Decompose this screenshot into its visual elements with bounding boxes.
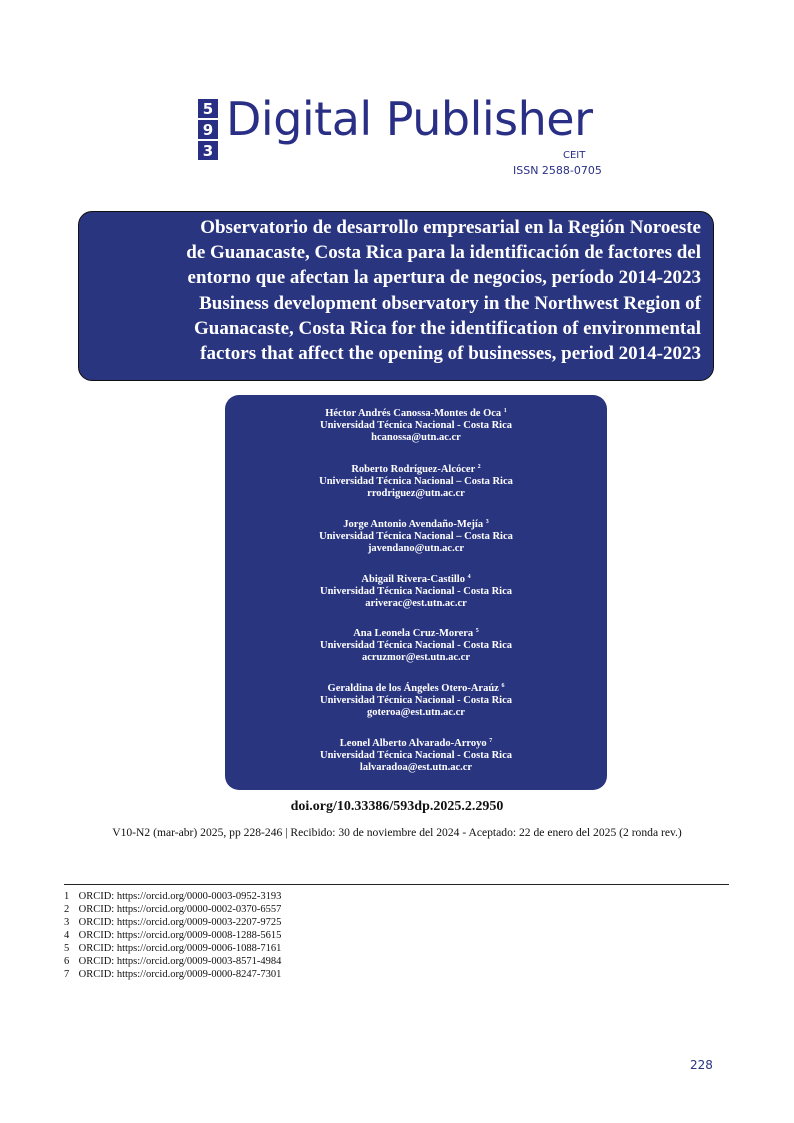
journal-logo-digits bbox=[198, 99, 218, 162]
footnote-text: ORCID: https://orcid.org/0009-0000-8247-7301 bbox=[78, 969, 282, 980]
author-email: hcanossa@utn.ac.cr bbox=[371, 432, 461, 443]
footnote-text: ORCID: https://orcid.org/0000-0003-0952-3193 bbox=[78, 891, 282, 902]
page-number: 228 bbox=[690, 1058, 713, 1072]
footnote bbox=[64, 903, 281, 916]
title-en-line: factors that affect the opening of businesses, period 2014-2023 bbox=[200, 343, 701, 364]
author-name: Ana Leonela Cruz-Morera bbox=[353, 628, 474, 639]
author-affiliation: Universidad Técnica Nacional - Costa Rica bbox=[319, 750, 512, 761]
title-english bbox=[91, 291, 701, 366]
author-affiliation: Universidad Técnica Nacional – Costa Rica bbox=[319, 476, 513, 487]
author-footnote-ref: 2 bbox=[477, 464, 481, 470]
author-name: Abigail Rivera-Castillo bbox=[361, 574, 465, 585]
author-footnote-ref: 7 bbox=[489, 738, 493, 744]
author-footnote-ref: 1 bbox=[503, 408, 507, 414]
footnote bbox=[64, 968, 281, 981]
article-meta: V10-N2 (mar-abr) 2025, pp 228-246 | Recibido: 30 de noviembre del 2024 - Aceptado: 22 de enero del 2025 (2 ronda rev.) bbox=[112, 826, 682, 839]
author-affiliation: Universidad Técnica Nacional - Costa Rica bbox=[319, 640, 512, 651]
title-box bbox=[78, 211, 714, 381]
author-block bbox=[225, 464, 607, 500]
title-es-line: entorno que afectan la apertura de negocios, período 2014-2023 bbox=[187, 267, 701, 288]
journal-name: Digital Publisher bbox=[226, 92, 593, 146]
title-en-line: Business development observatory in the Northwest Region of bbox=[199, 293, 701, 314]
title-spanish bbox=[91, 215, 701, 290]
doi-link[interactable]: doi.org/10.33386/593dp.2025.2.2950 bbox=[290, 799, 504, 814]
footnote-number: 1 bbox=[64, 891, 70, 902]
author-email: javendano@utn.ac.cr bbox=[367, 543, 465, 554]
footnote bbox=[64, 916, 281, 929]
author-name: Leonel Alberto Alvarado-Arroyo bbox=[339, 738, 487, 749]
author-name: Roberto Rodríguez-Alcócer bbox=[351, 464, 476, 475]
footnote-number: 7 bbox=[64, 969, 70, 980]
author-affiliation: Universidad Técnica Nacional - Costa Rica bbox=[319, 695, 512, 706]
footnote-text: ORCID: https://orcid.org/0009-0008-1288-5615 bbox=[78, 930, 282, 941]
author-footnote-ref: 6 bbox=[501, 683, 505, 689]
authors-box bbox=[225, 395, 607, 790]
author-footnote-ref: 5 bbox=[475, 628, 479, 634]
footnote-divider bbox=[64, 884, 729, 885]
footnote-text: ORCID: https://orcid.org/0009-0003-2207-9725 bbox=[78, 917, 282, 928]
footnote bbox=[64, 890, 281, 903]
footnote-number: 6 bbox=[64, 956, 70, 967]
footnote-text: ORCID: https://orcid.org/0009-0003-8571-4984 bbox=[78, 956, 282, 967]
author-block bbox=[225, 519, 607, 555]
author-affiliation: Universidad Técnica Nacional - Costa Rica bbox=[319, 420, 512, 431]
title-es-line: de Guanacaste, Costa Rica para la identificación de factores del bbox=[186, 242, 701, 263]
author-footnote-ref: 3 bbox=[485, 519, 489, 525]
author-block bbox=[225, 683, 607, 719]
author-email: goteroa@est.utn.ac.cr bbox=[367, 707, 465, 718]
footnote-text: ORCID: https://orcid.org/0000-0002-0370-6557 bbox=[78, 904, 282, 915]
logo-digit: 9 bbox=[198, 120, 218, 139]
author-affiliation: Universidad Técnica Nacional – Costa Rica bbox=[319, 531, 513, 542]
author-block bbox=[225, 408, 607, 444]
footnote bbox=[64, 942, 281, 955]
author-name: Héctor Andrés Canossa-Montes de Oca bbox=[325, 408, 502, 419]
journal-issn: ISSN 2588-0705 bbox=[513, 164, 602, 177]
footnote-number: 4 bbox=[64, 930, 70, 941]
author-block bbox=[225, 574, 607, 610]
footnote-number: 3 bbox=[64, 917, 70, 928]
author-email: acruzmor@est.utn.ac.cr bbox=[361, 652, 471, 663]
author-name: Geraldina de los Ángeles Otero-Araúz bbox=[327, 683, 499, 694]
author-name: Jorge Antonio Avendaño-Mejía bbox=[343, 519, 484, 530]
footnote-number: 5 bbox=[64, 943, 70, 954]
footnote bbox=[64, 955, 281, 968]
title-es-line: Observatorio de desarrollo empresarial en la Región Noroeste bbox=[200, 217, 701, 238]
logo-digit: 3 bbox=[198, 141, 218, 160]
logo-digit: 5 bbox=[198, 99, 218, 118]
footnote bbox=[64, 929, 281, 942]
author-affiliation: Universidad Técnica Nacional - Costa Rica bbox=[319, 586, 512, 597]
author-email: rrodriguez@utn.ac.cr bbox=[367, 488, 465, 499]
journal-sub: CEIT bbox=[563, 150, 586, 161]
author-footnote-ref: 4 bbox=[467, 574, 471, 580]
footnote-number: 2 bbox=[64, 904, 70, 915]
footnotes bbox=[64, 890, 281, 981]
author-email: lalvaradoa@est.utn.ac.cr bbox=[359, 762, 473, 773]
author-email: ariverac@est.utn.ac.cr bbox=[365, 598, 467, 609]
title-en-line: Guanacaste, Costa Rica for the identification of environmental bbox=[194, 318, 701, 339]
author-block bbox=[225, 738, 607, 774]
author-block bbox=[225, 628, 607, 664]
footnote-text: ORCID: https://orcid.org/0009-0006-1088-7161 bbox=[78, 943, 282, 954]
